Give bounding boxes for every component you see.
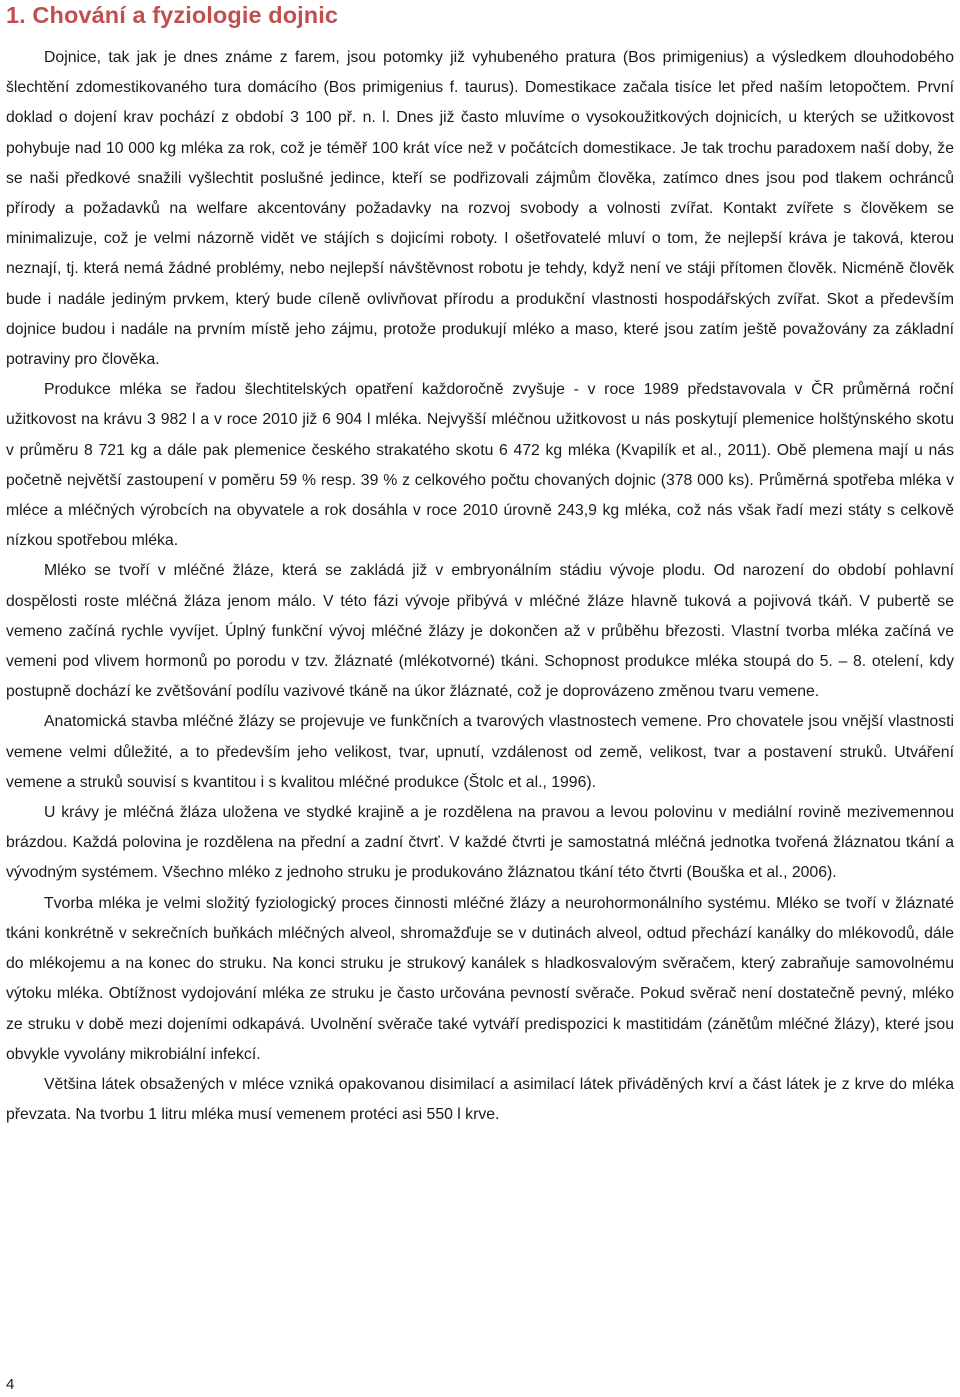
paragraph-milk-formation: Tvorba mléka je velmi složitý fyziologický proces činnosti mléčné žlázy a neurohormonálního systému. Mléko se tvoří v žláznaté tkáni konkrétně v sekrečních buňkách mléčných alveol, shromažďuje se v dutinách alveol, odtud přechází kanálky do mlékovodů, dále do mlékojemu a na konec do struku. Na konci struku je strukový kanálek s hladkosvalovým svěračem, který zabraňuje samovolnému výtoku mléka. Obtížnost vydojování mléka ze struku je často určována pevností svěrače. Pokud svěrač není dostatečně pevný, mléko ze struku v době mezi dojeními odkapává. Uvolnění svěrače také vytváří predispozici k mastitidám (zánětům mléčné žlázy), které jsou obvykle vyvolány mikrobiální infekcí. [6, 894, 954, 1063]
paragraph-milk-substances: Většina látek obsažených v mléce vzniká opakovanou disimilací a asimilací látek přiváděných krví a část látek je z krve do mléka převzata. Na tvorbu 1 litru mléka musí vemenem protéci asi 550 l krve. [6, 1075, 954, 1124]
paragraph-domestication: Dojnice, tak jak je dnes známe z farem, jsou potomky již vyhubeného pratura (Bos primigenius) a výsledkem dlouhodobého šlechtění zdomestikovaného tura domácího (Bos primigenius f. taurus). Domestikace začala tisíce let před naším letopočtem. První doklad o dojení krav pochází z období 3 100 př. n. l. Dnes již často mluvíme o vysokoužitkových dojnicích, u kterých se užitkovost pohybuje nad 10 000 kg mléka za rok, což je téměř 100 krát více než v počátcích domestikace. Je tak trochu paradoxem naší doby, že se naši předkové snažili vyšlechtit poslušné jedince, kteří se podřizovali zájmům člověka, zatímco dnes jsou pod tlakem ochránců přírody a požadavků na welfare akcentovány požadavky na rozvoj svobody a volnosti zvířat. Kontakt zvířete s člověkem se minimalizuje, což je velmi názorně vidět ve stájích s dojicími roboty. I ošetřovatelé mluví o tom, že nejlepší kráva je taková, kterou neznají, tj. která nemá žádné problémy, nebo nejlepší návštěvnost robotu je tehdy, když není ve stáji přítomen člověk. Nicméně člověk bude i nadále jediným prvkem, který bude cíleně ovlivňovat přírodu a produkční vlastnosti hospodářských zvířat. Skot a především dojnice budou i nadále na prvním místě jeho zájmu, protože produkují mléko a maso, které jsou zatím ještě považovány za základní potraviny pro člověka. [6, 49, 954, 369]
page-number: 4 [6, 1376, 15, 1393]
chapter-heading: 1. Chování a fyziologie dojnic [6, 2, 339, 28]
paragraph-udder-quarters: U krávy je mléčná žláza uložena ve stydké krajině a je rozdělena na pravou a levou polovinu v mediální rovině mezivemennou brázdou. Každá polovina je rozdělena na přední a zadní čtvrť. V každé čtvrti je samostatná mléčná jednotka tvořená žláznatou tkání a vývodným systémem. Všechno mléko z jednoho struku je produkováno žláznatou tkání této čtvrti (Bouška et al., 2006). [6, 804, 954, 882]
paragraph-milk-production: Produkce mléka se řadou šlechtitelských opatření každoročně zvyšuje - v roce 1989 představovala v ČR průměrná roční užitkovost na krávu 3 982 l a v roce 2010 již 6 904 l mléka. Nejvyšší mléčnou užitkovost u nás poskytují plemenice holštýnského skotu v průměru 8 721 kg a dále pak plemenice českého strakatého skotu 6 472 kg mléka (Kvapilík et al., 2011). Obě plemena mají u nás početně největší zastoupení v poměru 59 % resp. 39 % z celkového počtu chovaných dojnic (378 000 ks). Průměrná spotřeba mléka v mléce a mléčných výrobcích na obyvatele a rok dosáhla v roce 2010 úrovně 243,9 kg mléka, což nás však řadí mezi státy s celkově nízkou spotřebou mléka. [6, 381, 954, 550]
body-text [6, 43, 954, 1130]
paragraph-udder-anatomy: Anatomická stavba mléčné žlázy se projevuje ve funkčních a tvarových vlastnostech vemene. Pro chovatele jsou vnější vlastnosti vemene velmi důležité, a to především jeho velikost, tvar, upnutí, vzdálenost od země, velikost, tvar a postavení struků. Utváření vemene a struků souvisí s kvantitou i s kvalitou mléčné produkce (Štolc et al., 1996). [6, 713, 954, 791]
paragraph-mammary-development: Mléko se tvoří v mléčné žláze, která se zakládá již v embryonálním stádiu vývoje plodu. Od narození do období pohlavní dospělosti roste mléčná žláza jenom málo. V této fázi vývoje přibývá v mléčné žláze hlavně tuková a pojivová tkáň. V pubertě se vemeno začíná rychle vyvíjet. Úplný funkční vývoj mléčné žlázy je dokončen až v průběhu březosti. Vlastní tvorba mléka začíná ve vemeni pod vlivem hormonů po porodu v tzv. žláznaté (mlékotvorné) tkáni. Schopnost produkce mléka stoupá do 5. – 8. otelení, kdy postupně dochází ke zvětšování podílu vazivové tkáně na úkor žláznaté, což je doprovázeno změnou tvaru vemene. [6, 562, 954, 701]
